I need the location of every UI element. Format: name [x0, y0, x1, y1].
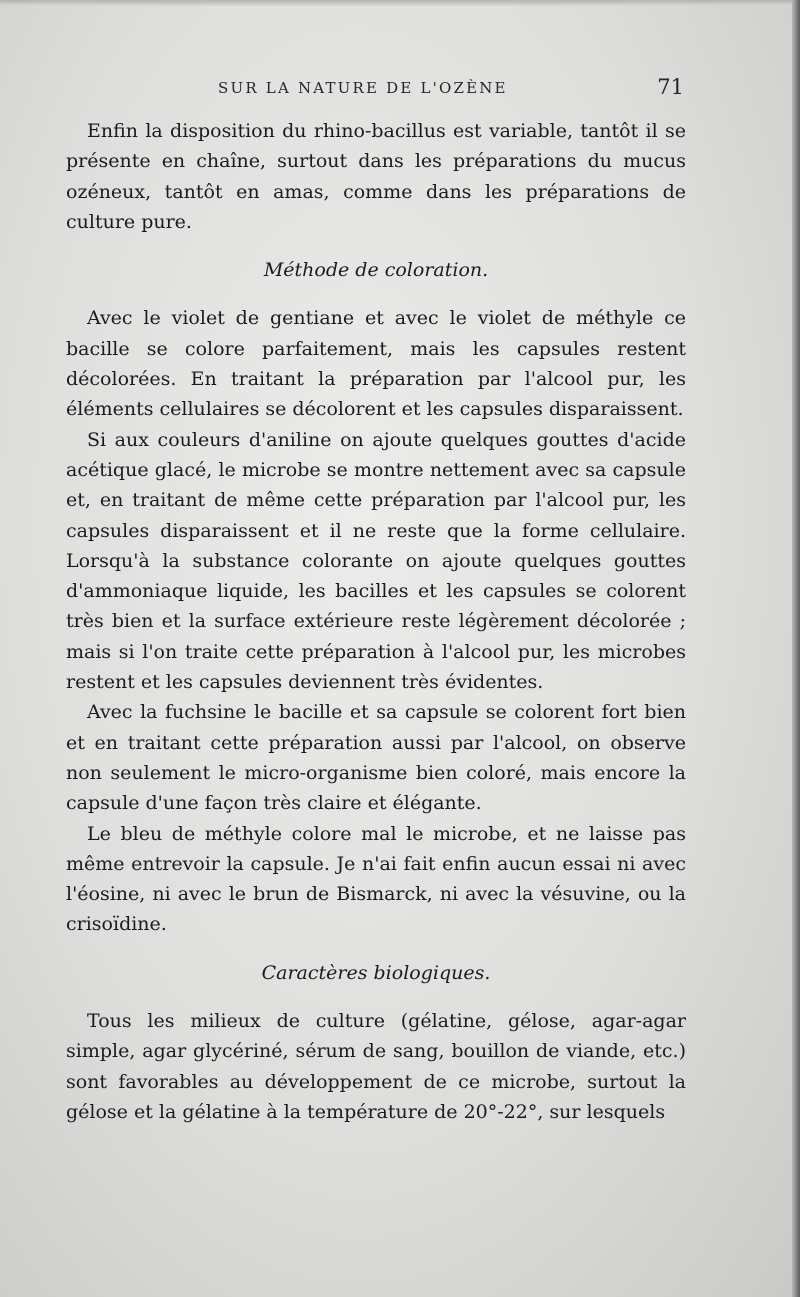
paragraph-3: Si aux couleurs d'aniline on ajoute quelques gouttes d'acide acétique glacé, le microbe se montre nettement avec sa capsule et, en traitant de même cette préparation par l'alcool pur, les capsules disparaissent et il ne reste que la forme cellulaire. Lorsqu'à la substance colorante on ajoute quelques gouttes d'ammoniaque liquide, les bacilles et les capsules se colorent très bien et la surface extérieure reste légèrement décolorée ; mais si l'on traite cette préparation à l'alcool pur, les microbes restent et les capsules deviennent très évidentes. — [66, 428, 686, 694]
paragraph-6: Tous les milieux de culture (gélatine, gélose, agar-agar simple, agar glycériné, sérum de sang, bouillon de viande, etc.) sont favorables au développement de ce microbe, surtout la gélose et la gélatine à la température de 20°-22°, sur lesquels — [66, 1010, 686, 1123]
spacer — [66, 988, 686, 1006]
page-top-edge — [0, 0, 800, 6]
page-number: 71 — [657, 75, 684, 99]
paragraph-2: Avec le violet de gentiane et avec le violet de méthyle ce bacille se colore parfaitement, mais les capsules restent décolorées. En traitant la préparation par l'alcool pur, les éléments cellulaires se décolorent et les capsules disparaissent. — [66, 307, 686, 421]
section-heading-coloration: Méthode de coloration. — [263, 259, 489, 282]
spacer — [66, 285, 686, 303]
paragraph-4: Avec la fuchsine le bacille et sa capsule se colorent fort bien et en traitant cette préparation aussi par l'alcool, on observe non seulement le micro-organisme bien coloré, mais encore la capsule d'une façon très claire et élégante. — [66, 701, 686, 815]
body-text — [66, 116, 686, 1127]
running-head — [66, 75, 684, 103]
spacer — [66, 940, 686, 958]
paragraph-1: Enfin la disposition du rhino-bacillus est variable, tantôt il se présente en chaîne, surtout dans les préparations du mucus ozéneux, tantôt en amas, comme dans les préparations de culture pure. — [66, 120, 686, 233]
running-title: SUR LA NATURE DE L'OZÈNE — [218, 79, 508, 97]
spacer — [66, 237, 686, 255]
page-right-edge — [792, 0, 800, 1297]
paragraph-5: Le bleu de méthyle colore mal le microbe, et ne laisse pas même entrevoir la capsule. Je n'ai fait enfin aucun essai ni avec l'éosine, ni avec le brun de Bismarck, ni avec la vésuvine, ou la crisoïdine. — [66, 822, 686, 936]
section-heading-biologiques: Caractères biologiques. — [261, 961, 491, 984]
